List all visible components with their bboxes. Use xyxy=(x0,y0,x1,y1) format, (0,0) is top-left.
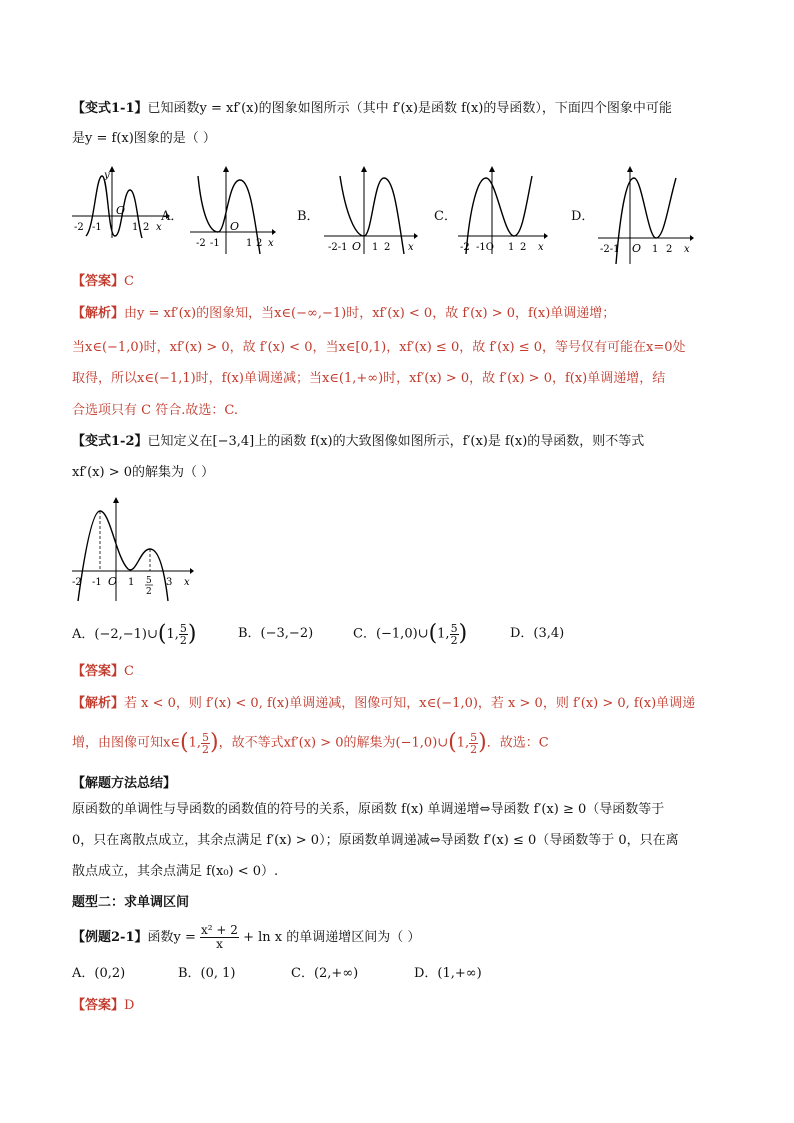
fraction-num: 5 xyxy=(201,730,209,744)
svg-text:O: O xyxy=(230,220,240,233)
svg-text:x: x xyxy=(156,222,162,233)
svg-text:O: O xyxy=(108,575,118,588)
problem-1-2-options xyxy=(72,620,722,648)
svg-text:2: 2 xyxy=(146,587,152,597)
svg-text:-2: -2 xyxy=(196,238,206,249)
problem-text: 已知定义在[−3,4]上的函数 f(x)的大致图像如图所示，f′(x)是 f(x)的导函数，则不等式 xyxy=(147,434,645,449)
option-b-label: B． xyxy=(297,209,320,224)
explanation-text: 若 x < 0，则 f′(x) < 0, f(x)单调递减，图像可知，x∈(−1,0)，若 x > 0，则 f′(x) > 0, f(x)单调递 xyxy=(124,696,696,711)
answer-value: D xyxy=(124,998,135,1013)
section-title: 题型二：求单调区间 xyxy=(72,895,190,910)
graph-option-b xyxy=(322,166,422,256)
fraction-num: 5 xyxy=(470,730,478,744)
svg-text:1: 1 xyxy=(508,242,515,253)
option-c: C．(−1,0)∪(1, $\frac{5}{2}$ ) xyxy=(353,621,468,647)
example-tag: 【例题2-1】 xyxy=(72,930,148,945)
svg-text:2: 2 xyxy=(384,242,391,253)
explanation-text: ，故不等式xf′(x) > 0的解集为(−1,0)∪ xyxy=(218,735,449,751)
problem-tag: 【变式1-2】 xyxy=(72,434,148,449)
explanation-tag: 【解析】 xyxy=(72,306,125,321)
fraction-num: 5 xyxy=(179,621,187,635)
svg-text:O: O xyxy=(632,242,642,255)
summary-line2: 0，只在离散点成立，其余点满足 f′(x) > 0）；原函数单调递减⇔导函数 f′(x) ≤ 0（导函数等于 0，只在离 xyxy=(72,833,679,848)
fraction-num: x² + 2 xyxy=(201,923,238,937)
option-a: A．(0,2) xyxy=(72,966,126,981)
summary-line1: 原函数的单调性与导函数的函数值的符号的关系，原函数 f(x) 单调递增⇔导函数 f′(x) ≥ 0（导函数等于 xyxy=(72,802,665,817)
answer-3 xyxy=(72,994,722,1018)
explanation-2-line1 xyxy=(72,692,722,716)
svg-text:5: 5 xyxy=(146,576,152,586)
answer-tag: 【答案】 xyxy=(72,664,125,679)
svg-text:O: O xyxy=(352,240,362,253)
problem-text: 已知函数y = xf′(x)的图象如图所示（其中 f′(x)是函数 f(x)的导函数），下面四个图象中可能 xyxy=(147,101,672,116)
answer-tag: 【答案】 xyxy=(72,274,125,289)
answer-value: C xyxy=(124,274,134,289)
problem-1-1-line1 xyxy=(72,97,722,121)
explanation-1-line4: 合选项只有 C 符合.故选：C. xyxy=(72,403,238,418)
example-2-1 xyxy=(72,922,722,954)
explanation-text: 增，由图像可知x∈ xyxy=(72,735,180,751)
option-d-label: D． xyxy=(571,209,595,224)
graph-xfprime xyxy=(70,166,170,241)
svg-text:x: x xyxy=(184,577,190,588)
answer-2 xyxy=(72,660,722,684)
graph-option-d xyxy=(596,166,696,266)
svg-text:1: 1 xyxy=(246,238,253,249)
fraction xyxy=(179,623,188,646)
fraction-den: 2 xyxy=(201,742,209,756)
graph-option-c xyxy=(456,166,552,256)
summary-title: 【解题方法总结】 xyxy=(72,776,177,791)
answer-1 xyxy=(72,270,722,294)
svg-text:-1: -1 xyxy=(92,222,102,233)
svg-text:2: 2 xyxy=(666,244,673,255)
problem-1-1-line2: 是y = f(x)图象的是（ ） xyxy=(72,131,216,146)
svg-text:3: 3 xyxy=(166,577,173,588)
fraction-den: 2 xyxy=(179,633,187,647)
option-a-text: A．(−2,−1)∪ xyxy=(72,626,158,642)
svg-text:-1O: -1O xyxy=(476,242,494,253)
example-2-1-options xyxy=(72,962,722,986)
example-text: + ln x 的单调递增区间为（ ） xyxy=(243,930,421,945)
svg-text:x: x xyxy=(408,242,414,253)
svg-text:-2: -2 xyxy=(460,242,470,253)
fraction xyxy=(450,623,459,646)
option-b: B．(0, 1) xyxy=(178,966,236,981)
fraction-den: 2 xyxy=(470,742,478,756)
svg-text:-1: -1 xyxy=(92,577,102,588)
problem-tag: 【变式1-1】 xyxy=(72,101,148,116)
explanation-tag: 【解析】 xyxy=(72,696,125,711)
option-c-text: C．(−1,0)∪ xyxy=(353,626,429,642)
svg-text:O: O xyxy=(116,204,126,217)
fraction-den: 2 xyxy=(450,633,458,647)
svg-text:1: 1 xyxy=(128,577,135,588)
option-c: C．(2,+∞) xyxy=(291,966,359,981)
explanation-text: ．故选：C xyxy=(486,735,549,751)
fraction-den: x xyxy=(216,937,223,951)
svg-text:1: 1 xyxy=(652,244,659,255)
problem-1-2-line2: xf′(x) > 0的解集为（ ） xyxy=(72,465,215,480)
explanation-text: 由y = xf′(x)的图象知，当x∈(−∞,−1)时，xf′(x) < 0，故 f′(x) > 0，f(x)单调递增； xyxy=(124,306,616,321)
svg-text:2: 2 xyxy=(143,222,150,233)
problem-1-2-line1 xyxy=(72,430,722,454)
fraction xyxy=(200,924,239,951)
explanation-2-line2: 增，由图像可知x∈(1, $\frac{5}{2}$ )，故不等式xf′(x) > 0的解集为(−1,0)∪(1, $\frac{5}{2}$ )．故选：C xyxy=(72,730,549,756)
summary-line3: 散点成立，其余点满足 f(x₀) < 0）. xyxy=(72,864,279,879)
svg-text:x: x xyxy=(268,238,274,249)
svg-text:1: 1 xyxy=(132,222,139,233)
option-a: A．(−2,−1)∪(1, $\frac{5}{2}$ ) xyxy=(72,621,197,647)
svg-text:x: x xyxy=(538,242,544,253)
svg-text:-2-1: -2-1 xyxy=(328,242,348,253)
answer-tag: 【答案】 xyxy=(72,998,125,1013)
option-c-label: C． xyxy=(434,209,457,224)
svg-text:-2: -2 xyxy=(74,222,84,233)
answer-value: C xyxy=(124,664,134,679)
graph-f-on-interval xyxy=(70,497,200,605)
explanation-1-line1 xyxy=(72,302,722,326)
svg-text:2: 2 xyxy=(256,238,263,249)
option-b: B．(−3,−2) xyxy=(238,626,314,641)
fraction-num: 5 xyxy=(450,621,458,635)
explanation-1-line3: 取得，所以x∈(−1,1)时，f(x)单调递减；当x∈(1,+∞)时，xf′(x) > 0，故 f′(x) > 0，f(x)单调递增，结 xyxy=(72,371,666,386)
fraction xyxy=(201,732,210,755)
option-d: D．(1,+∞) xyxy=(414,966,482,981)
svg-text:-2: -2 xyxy=(72,577,82,588)
explanation-1-line2: 当x∈(−1,0)时，xf′(x) > 0，故 f′(x) < 0，当x∈[0,1)，xf′(x) ≤ 0，故 f′(x) ≤ 0，等号仅有可能在x=0处 xyxy=(72,340,686,355)
option-a-label: A． xyxy=(161,209,184,224)
svg-text:-1: -1 xyxy=(210,238,220,249)
graph-option-a xyxy=(188,166,278,256)
svg-text:-2-1: -2-1 xyxy=(600,244,620,255)
example-text: 函数y = xyxy=(147,930,196,945)
fraction xyxy=(469,732,478,755)
svg-text:x: x xyxy=(684,244,690,255)
svg-text:1: 1 xyxy=(372,242,379,253)
svg-text:y: y xyxy=(104,170,110,181)
svg-text:2: 2 xyxy=(520,242,527,253)
option-d: D．(3,4) xyxy=(510,626,565,641)
